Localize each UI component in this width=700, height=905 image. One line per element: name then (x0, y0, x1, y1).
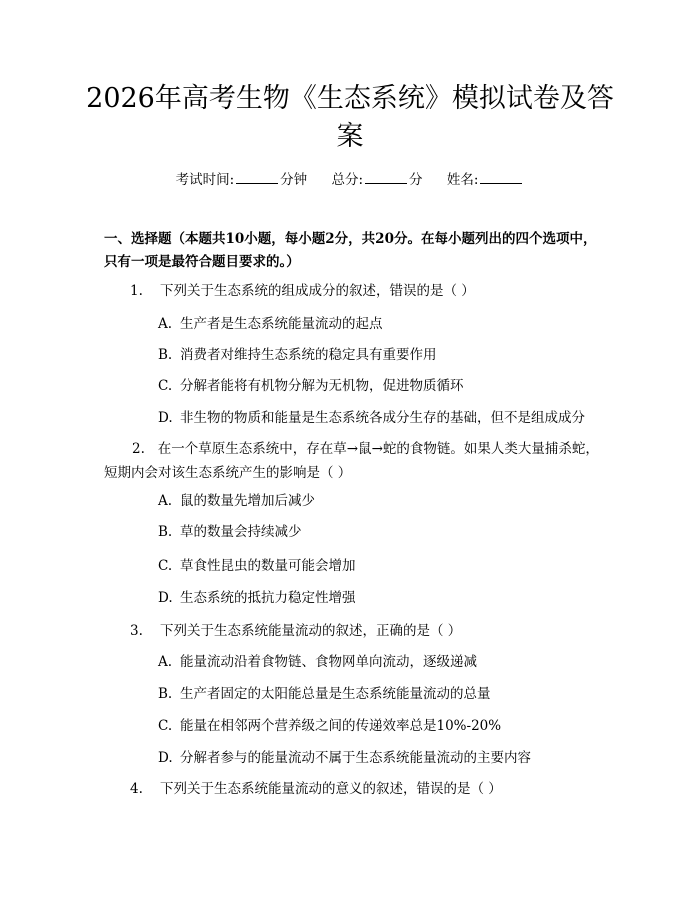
question-2-option-c (158, 556, 618, 576)
option-text: 生态系统的抵抗力稳定性增强 (180, 590, 356, 606)
total-score-blank (365, 171, 407, 184)
option-text: 草食性昆虫的数量可能会增加 (180, 558, 356, 574)
name-field (447, 168, 525, 188)
total-score-unit: 分 (409, 172, 423, 188)
question-3-option-c (158, 716, 618, 736)
option-text: 生产者固定的太阳能总量是生态系统能量流动的总量 (180, 686, 491, 702)
question-1-option-c (158, 376, 618, 396)
option-letter: B. (158, 347, 173, 363)
question-1-stem (104, 279, 599, 303)
total-score-label: 总分: (331, 172, 364, 188)
option-letter: C. (158, 558, 173, 574)
option-text: 能量在相邻两个营养级之间的传递效率总是10%-20% (180, 718, 502, 734)
name-blank (480, 171, 522, 184)
option-letter: C. (158, 718, 173, 734)
question-1-option-b (158, 345, 618, 365)
question-number: 2. (132, 441, 145, 457)
option-text: 生产者是生态系统能量流动的起点 (180, 316, 383, 332)
option-text: 草的数量会持续减少 (180, 524, 302, 540)
option-text: 分解者参与的能量流动不属于生态系统能量流动的主要内容 (180, 750, 531, 766)
option-letter: A. (158, 316, 173, 332)
question-2-option-d (158, 588, 618, 608)
total-score-field (331, 168, 422, 188)
question-3-option-a (158, 652, 618, 672)
option-letter: A. (158, 654, 173, 670)
question-1-option-d (158, 408, 618, 428)
question-text: 下列关于生态系统能量流动的叙述，正确的是（ ） (160, 623, 462, 639)
question-number: 4. (130, 781, 143, 797)
question-2-option-a (158, 491, 618, 511)
exam-time-field (176, 168, 308, 188)
option-text: 非生物的物质和能量是生态系统各成分生存的基础，但不是组成成分 (180, 410, 585, 426)
question-3-option-b (158, 684, 618, 704)
question-text: 下列关于生态系统的组成成分的叙述，错误的是（ ） (160, 283, 475, 299)
option-letter: C. (158, 378, 173, 394)
question-2-stem (104, 437, 599, 485)
question-2-option-b (158, 522, 618, 542)
exam-time-blank (236, 171, 278, 184)
section-heading: 一、选择题（本题共10小题，每小题2分，共20分。在每小题列出的四个选项中，只有一项是最符合题目要求的。） (104, 231, 597, 270)
question-3-stem (104, 619, 599, 643)
option-text: 消费者对维持生态系统的稳定具有重要作用 (180, 347, 437, 363)
option-letter: D. (158, 750, 173, 766)
exam-time-unit: 分钟 (280, 172, 308, 188)
option-text: 分解者能将有机物分解为无机物，促进物质循环 (180, 378, 464, 394)
exam-info-line (0, 168, 700, 188)
page-title: 2026年高考生物《生态系统》模拟试卷及答案 (86, 83, 614, 152)
option-text: 能量流动沿着食物链、食物网单向流动，逐级递减 (180, 654, 477, 670)
question-1-option-a (158, 314, 618, 334)
option-letter: B. (158, 524, 173, 540)
question-text: 在一个草原生态系统中，存在草→鼠→蛇的食物链。如果人类大量捕杀蛇，短期内会对该生态系统产生的影响是（ ） (104, 441, 599, 481)
exam-time-label: 考试时间: (175, 172, 235, 188)
option-letter: D. (158, 410, 173, 426)
name-label: 姓名: (446, 172, 479, 188)
option-letter: B. (158, 686, 173, 702)
question-number: 1. (130, 283, 143, 299)
option-letter: A. (158, 493, 173, 509)
question-3-option-d (158, 748, 618, 768)
question-number: 3. (130, 623, 143, 639)
question-text: 下列关于生态系统能量流动的意义的叙述，错误的是（ ） (160, 781, 502, 797)
option-text: 鼠的数量先增加后减少 (180, 493, 315, 509)
question-4-stem (104, 777, 599, 801)
option-letter: D. (158, 590, 173, 606)
